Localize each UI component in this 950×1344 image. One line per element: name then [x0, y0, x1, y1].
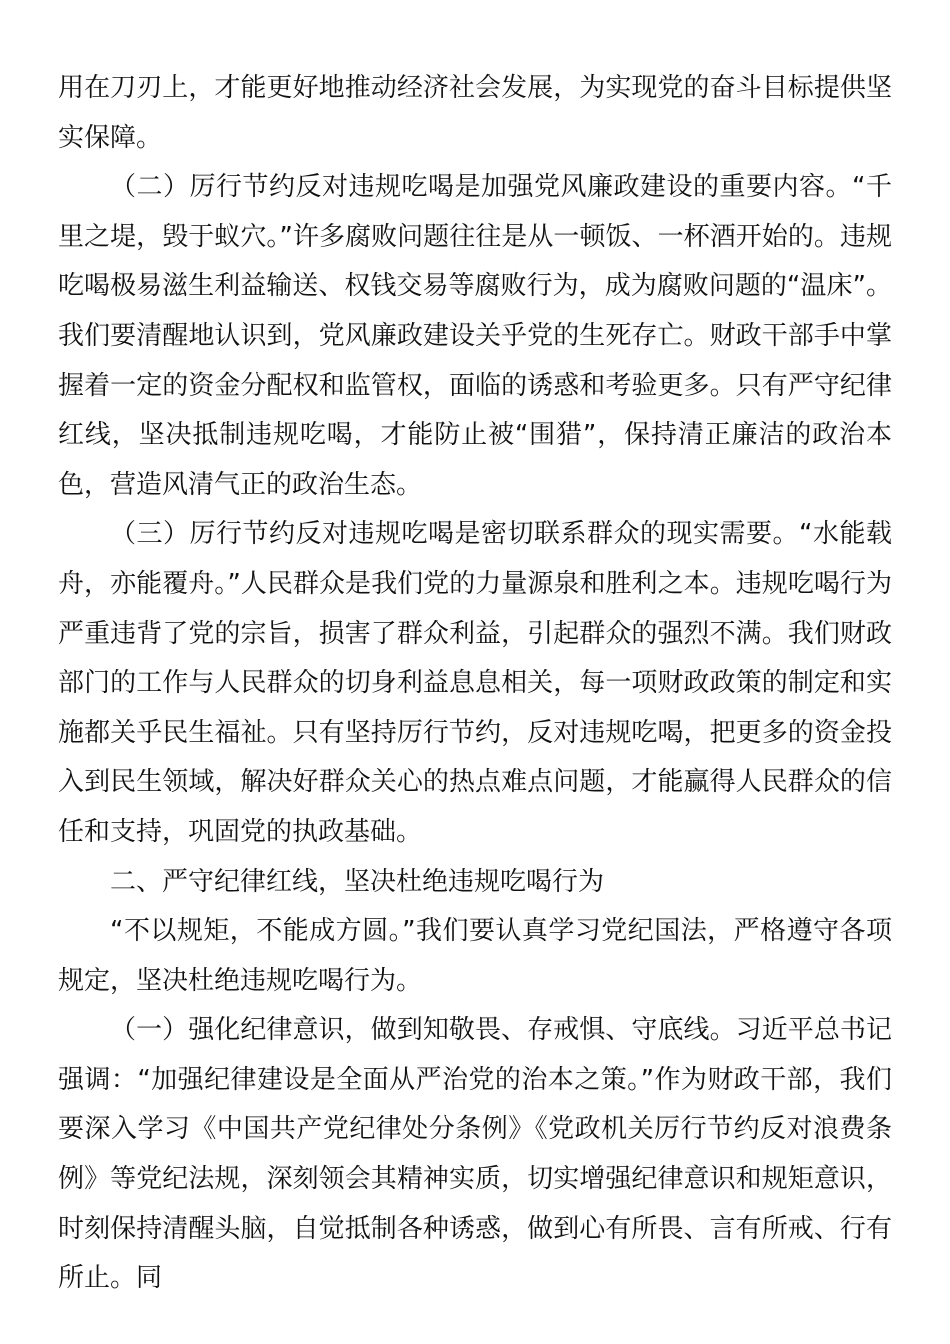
document-page: [58, 64, 892, 1304]
section-heading-2: 二、严守纪律红线，坚决杜绝违规吃喝行为: [110, 866, 605, 897]
paragraph-section-2-intro: “不以规矩，不能成方圆。”我们要认真学习党纪国法，严格遵守各项规定，坚决杜绝违规吃喝行为。: [58, 916, 892, 996]
paragraph-continuation: 用在刀刃上，才能更好地推动经济社会发展，为实现党的奋斗目标提供坚实保障。: [58, 73, 892, 153]
paragraph-section-1-3: （三）厉行节约反对违规吃喝是密切联系群众的现实需要。“水能载舟，亦能覆舟。”人民群众是我们党的力量源泉和胜利之本。违规吃喝行为严重违背了党的宗旨，损害了群众利益，引起群众的强烈不满。我们财政部门的工作与人民群众的切身利益息息相关，每一项财政政策的制定和实施都关乎民生福祉。只有坚持厉行节约，反对违规吃喝，把更多的资金投入到民生领域，解决好群众关心的热点难点问题，才能赢得人民群众的信任和支持，巩固党的执政基础。: [58, 519, 892, 847]
paragraph-section-2-1: （一）强化纪律意识，做到知敬畏、存戒惧、守底线。习近平总书记强调：“加强纪律建设是全面从严治党的治本之策。”作为财政干部，我们要深入学习《中国共产党纪律处分条例》《党政机关厉行节约反对浪费条例》等党纪法规，深刻领会其精神实质，切实增强纪律意识和规矩意识，时刻保持清醒头脑，自觉抵制各种诱惑，做到心有所畏、言有所戒、行有所止。同: [58, 1015, 892, 1294]
paragraph-section-1-2: （二）厉行节约反对违规吃喝是加强党风廉政建设的重要内容。“千里之堤，毁于蚁穴。”许多腐败问题往往是从一顿饭、一杯酒开始的。违规吃喝极易滋生利益输送、权钱交易等腐败行为，成为腐败问题的“温床”。我们要清醒地认识到，党风廉政建设关乎党的生死存亡。财政干部手中掌握着一定的资金分配权和监管权，面临的诱惑和考验更多。只有严守纪律红线，坚决抵制违规吃喝，才能防止被“围猎”，保持清正廉洁的政治本色，营造风清气正的政治生态。: [58, 172, 892, 500]
